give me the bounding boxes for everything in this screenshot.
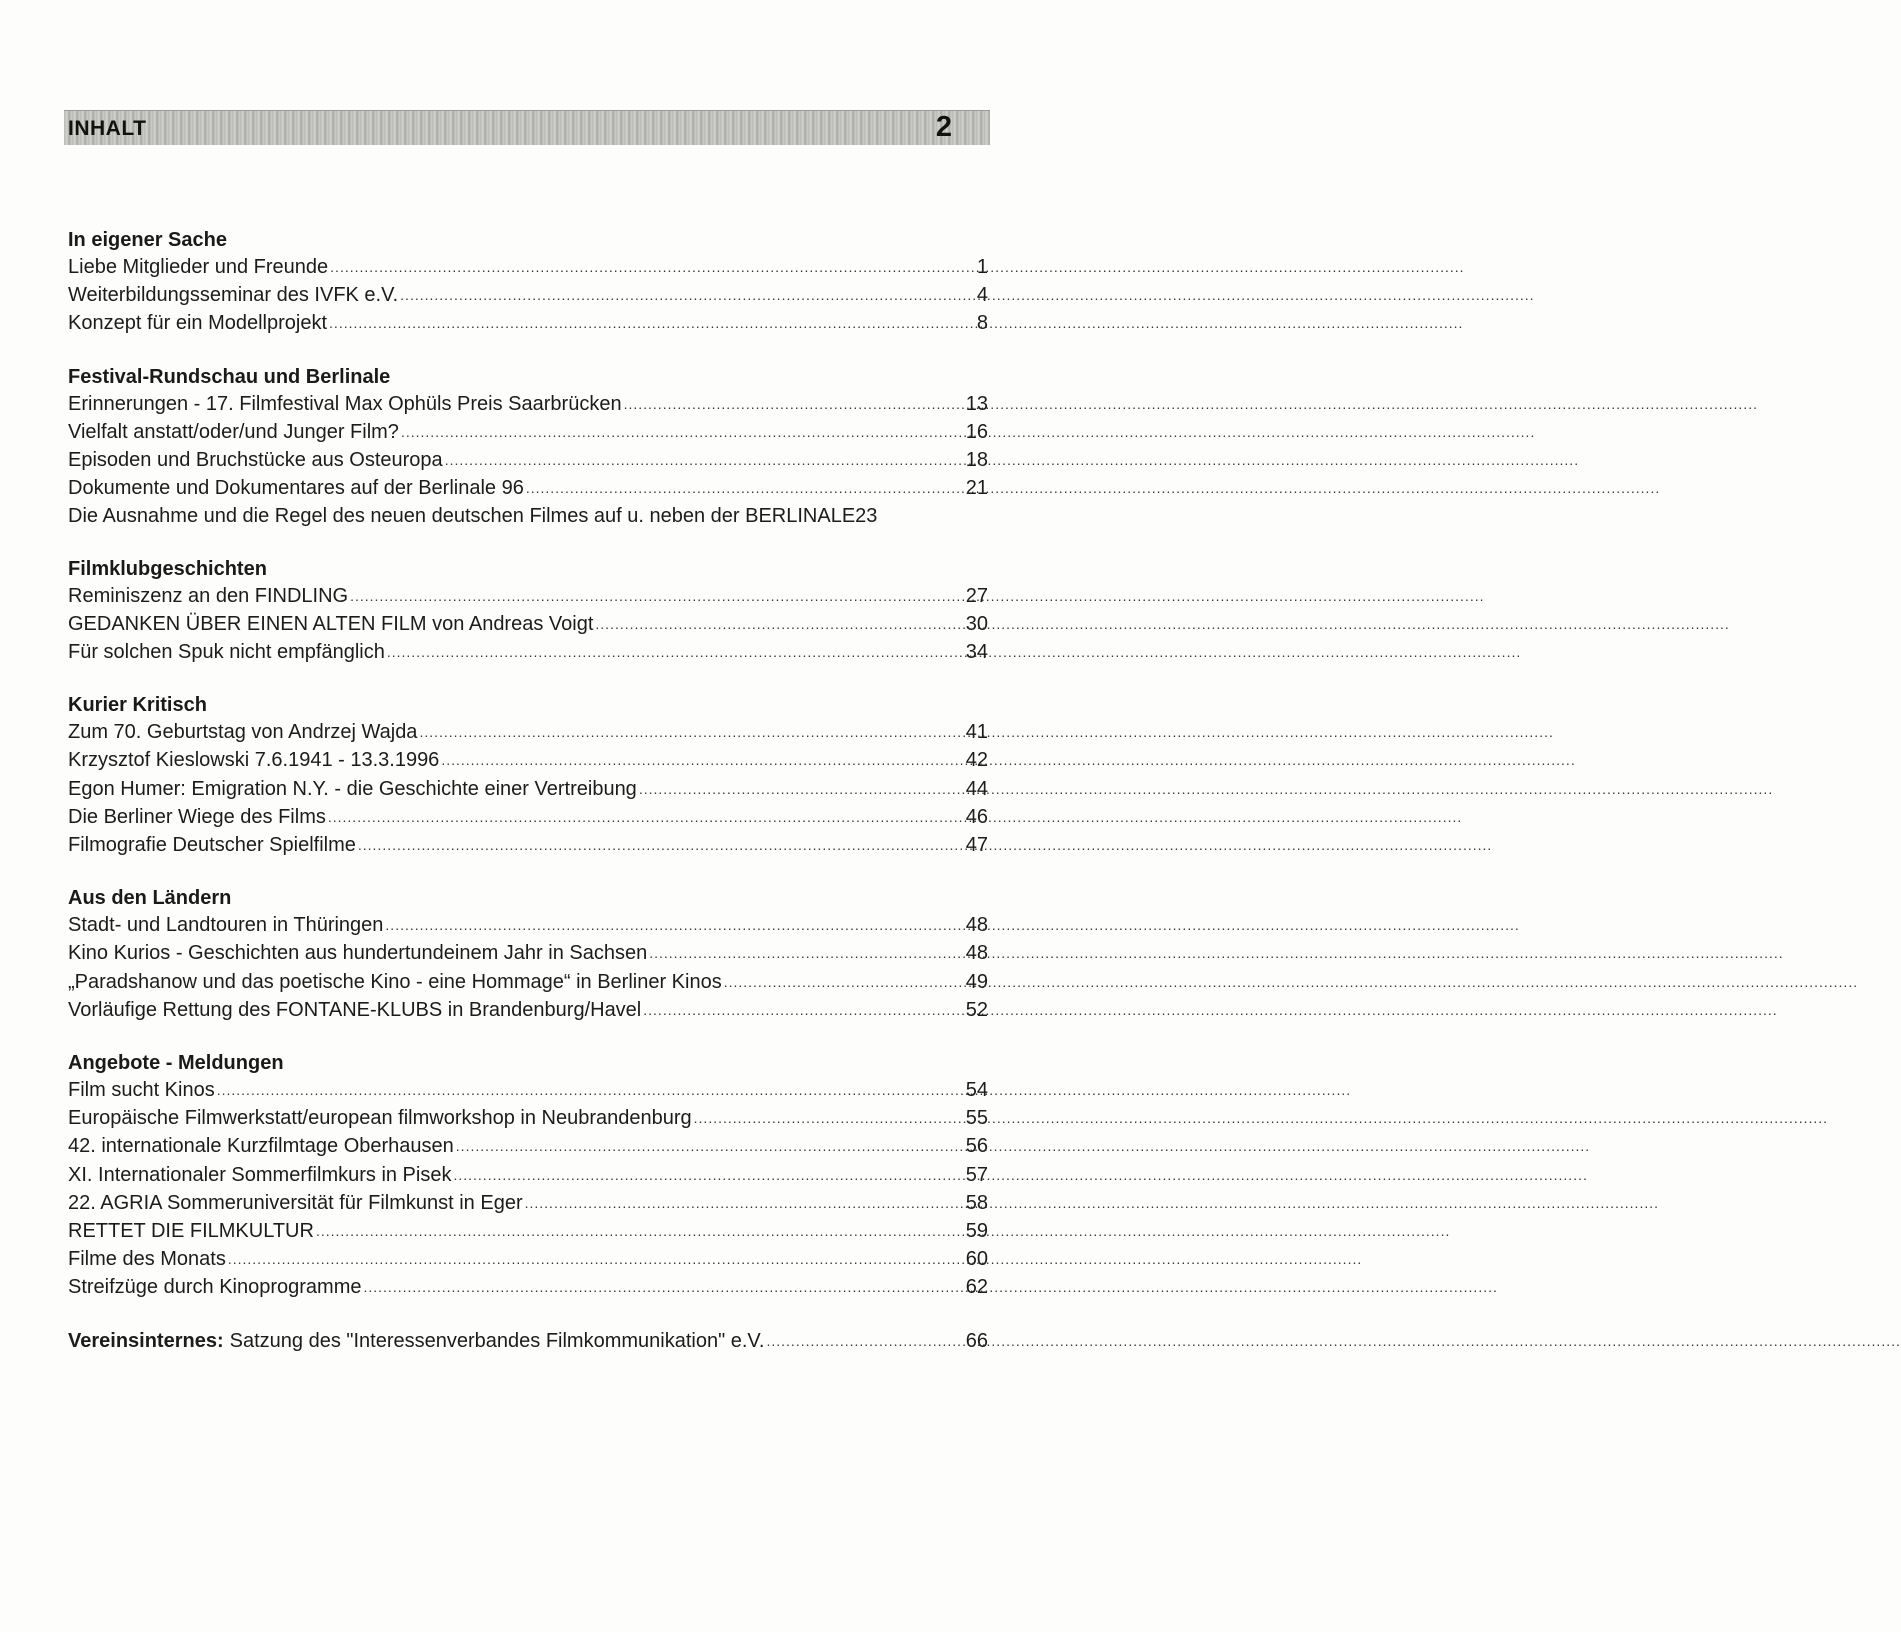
final-entry-label: Vereinsinternes: [68,1329,224,1352]
leader-dots [724,969,964,996]
leader-dots [358,832,964,859]
entry-page: 48 [965,914,988,937]
toc-entry [68,282,988,310]
entry-title: „Paradshanow und das poetische Kino - eine Hommage“ in Berliner Kinos [68,970,722,993]
entry-title: Reminiszenz an den FINDLING [68,584,349,607]
entry-title: 22. AGRIA Sommeruniversität für Filmkunst in Eger [68,1191,523,1214]
entry-title: Filme des Monats [68,1248,226,1271]
section-title: Filmklubgeschichten [68,557,267,580]
entry-page: 52 [965,998,988,1021]
entry-page: 16 [965,420,988,443]
entry-page: 42 [965,749,988,772]
entry-page: 57 [965,1163,988,1186]
toc-entry [68,747,988,775]
leader-dots [445,447,964,474]
toc-entry [68,1162,988,1190]
toc-entry [68,1133,988,1161]
entry-page: 48 [965,942,988,965]
toc-entry [68,719,988,747]
entry-title: Film sucht Kinos [68,1079,215,1102]
toc-entry [68,639,988,667]
toc-entry [68,419,988,447]
entry-page: 62 [965,1276,988,1299]
toc-entry [68,583,988,611]
entry-page: 66 [965,1329,988,1352]
entry-title: Kino Kurios - Geschichten aus hundertundeinem Jahr in Sachsen [68,942,648,965]
leader-dots [228,1246,964,1273]
entry-page: 49 [965,970,988,993]
entry-title: Vielfalt anstatt/oder/und Junger Film? [68,420,399,443]
entry-title: Streifzüge durch Kinoprogramme [68,1276,362,1299]
entry-title: Krzysztof Kieslowski 7.6.1941 - 13.3.1996 [68,749,440,772]
leader-dots [330,254,975,281]
entry-page: 21 [965,477,988,500]
entry-title: Liebe Mitglieder und Freunde [68,256,329,278]
toc-section [68,363,988,531]
leader-dots [401,419,964,446]
entry-page: 4 [976,284,988,307]
entry-title: Vorläufige Rettung des FONTANE-KLUBS in Brandenburg/Havel [68,998,642,1021]
entry-title: Für solchen Spuk nicht empfänglich [68,641,385,664]
entry-page: 47 [965,834,988,857]
entry-title: RETTET DIE FILMKULTUR [68,1220,314,1243]
section-title: Festival-Rundschau und Berlinale [68,365,391,388]
entry-title: Filmografie Deutscher Spielfilme [68,834,356,857]
leader-dots [387,639,964,666]
toc-section [68,691,988,860]
toc-entry [68,912,988,940]
leader-dots [525,1190,964,1217]
section-title: Kurier Kritisch [68,694,207,717]
entry-page: 13 [965,392,988,415]
entry-title: Konzept für ein Modellprojekt [68,312,328,335]
leader-dots [456,1133,964,1160]
toc-entry [68,1274,988,1302]
entry-title: Satzung des "Interessenverbandes Filmkommunikation" e.V. [229,1329,765,1352]
entry-page: 41 [965,721,988,744]
entry-page: 44 [965,777,988,800]
section-title: Aus den Ländern [68,887,232,910]
entry-title: Die Berliner Wiege des Films [68,805,326,828]
section-title: Angebote - Meldungen [68,1052,284,1075]
toc-entry [68,1077,988,1105]
entry-title: GEDANKEN ÜBER EINEN ALTEN FILM von Andreas Voigt [68,612,594,635]
toc-entry [68,1246,988,1274]
entry-title: Egon Humer: Emigration N.Y. - die Geschichte einer Vertreibung [68,777,637,800]
entry-title: Dokumente und Dokumentares auf der Berlinale 96 [68,477,524,500]
entry-page: 54 [965,1079,988,1102]
leader-dots [766,1327,963,1355]
leader-dots [363,1274,963,1301]
toc-entry [68,611,988,639]
toc-entry [68,776,988,804]
entry-title: Weiterbildungsseminar des IVFK e.V. [68,284,399,307]
leader-dots [643,997,963,1024]
entry-page: 18 [965,449,988,472]
entry-title: 42. internationale Kurzfilmtage Oberhausen [68,1135,454,1158]
page-title: INHALT [68,117,147,140]
leader-dots [453,1162,963,1189]
page-number: 2 [935,111,952,143]
entry-title: Zum 70. Geburtstag von Andrzej Wajda [68,721,418,744]
toc-entry [68,1218,988,1246]
entry-page: 55 [965,1107,988,1130]
toc-section [68,884,988,1025]
entry-title: Europäische Filmwerkstatt/european filmworkshop in Neubrandenburg [68,1107,692,1130]
entry-page: 34 [965,641,988,664]
leader-dots [441,747,963,774]
leader-dots [400,282,975,309]
entry-page: 56 [965,1135,988,1158]
toc-entry [68,1190,988,1218]
leader-dots [329,310,975,337]
entry-page: 8 [976,312,988,335]
toc-entry [68,447,988,475]
toc-section [68,1049,988,1303]
toc-entry [68,503,988,530]
leader-dots [350,583,964,610]
toc-final-entry [68,1327,988,1356]
leader-dots [649,940,964,967]
entry-page: 30 [965,612,988,635]
toc-entry [68,310,988,338]
table-of-contents [68,226,988,1356]
entry-page: 23 [855,505,878,528]
toc-section [68,226,988,339]
entry-page: 46 [965,805,988,828]
leader-dots [217,1077,964,1104]
toc-entry [68,391,988,419]
leader-dots [526,475,964,502]
entry-page: 59 [965,1220,988,1243]
leader-dots [328,804,964,831]
toc-entry [68,1105,988,1133]
toc-entry [68,804,988,832]
toc-entry [68,475,988,503]
leader-dots [639,776,964,803]
leader-dots [385,912,963,939]
entry-page: 60 [965,1248,988,1271]
leader-dots [595,611,963,638]
toc-section [68,555,988,668]
entry-title: Die Ausnahme und die Regel des neuen deutschen Filmes auf u. neben der BERLINALE [68,505,856,528]
entry-title: Episoden und Bruchstücke aus Osteuropa [68,449,443,472]
toc-entry [68,832,988,860]
toc-entry [68,254,988,282]
entry-title: Erinnerungen - 17. Filmfestival Max Ophüls Preis Saarbrücken [68,392,622,415]
leader-dots [624,391,964,418]
leader-dots [316,1218,964,1245]
leader-dots [419,719,963,746]
entry-page: 1 [976,256,988,278]
header-bar [64,110,990,145]
toc-entry [68,940,988,968]
toc-entry [68,969,988,997]
toc-entry [68,997,988,1025]
leader-dots [694,1105,964,1132]
entry-title: Stadt- und Landtouren in Thüringen [68,914,384,937]
section-title: In eigener Sache [68,229,227,251]
entry-title: XI. Internationaler Sommerfilmkurs in Pisek [68,1163,452,1186]
entry-page: 58 [965,1191,988,1214]
entry-page: 27 [965,584,988,607]
